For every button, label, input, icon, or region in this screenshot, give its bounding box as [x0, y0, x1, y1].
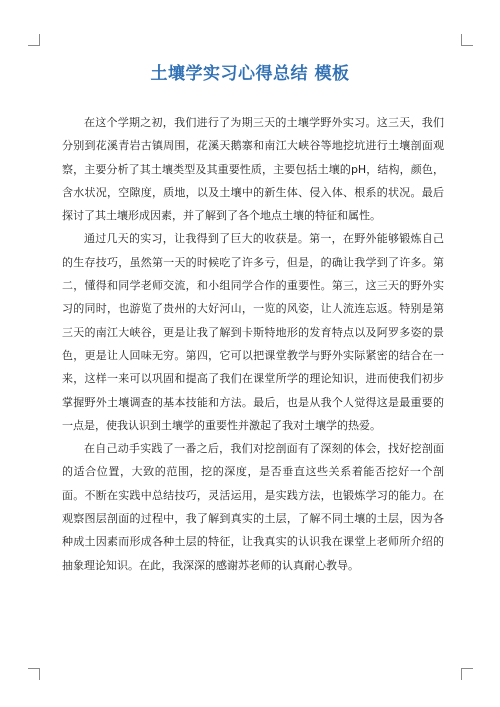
crop-mark-top-left [28, 34, 40, 46]
crop-mark-bottom-right [461, 668, 473, 680]
paragraph: 在自己动手实践了一番之后，我们对挖剖面有了深刻的体会，找好挖剖面的适合位置，大致的范围，挖的深度，是否垂直这些关系着能否挖好一个剖面。不断在实践中总结技巧，灵活运用，是实践方法，也锻炼学习的能力。在观察图层剖面的过程中，我了解到真实的土层，了解不同土壤的土层，因为各种成土因素而形成各种土层的特征，让我真实的认识我在课堂上老师所介绍的抽象理论知识。在此，我深深的感谢苏老师的认真耐心教导。 [62, 442, 444, 572]
paragraph: 通过几天的实习，让我得到了巨大的收获是。第一，在野外能够锻炼自己的生存技巧，虽然第一天的时候吃了许多亏，但是，的确让我学到了许多。第二，懂得和同学老师交流，和小组同学合作的重要性。第三，这三天的野外实习的同时，也游览了贵州的大好河山，一览的风姿，让人流连忘返。特别是第三天的南江大峡谷，更是让我了解到卡斯特地形的发育特点以及阿罗多姿的景色，更是让人回味无穷。第四，它可以把课堂教学与野外实际紧密的结合在一来，这样一来可以巩固和提高了我们在课堂所学的理论知识，进而使我们初步掌握野外土壤调查的基本技能和方法。最后，也是从我个人觉得这是最重要的一点是，使我认识到土壤学的重要性并激起了我对土壤学的热爱。 [62, 232, 444, 432]
document-body [62, 111, 444, 577]
crop-mark-bottom-left [28, 668, 40, 680]
document-title: 土壤学实习心得总结 模板 [150, 64, 350, 84]
paragraph: 在这个学期之初，我们进行了为期三天的土壤学野外实习。这三天，我们分别到花溪青岩古镇周围，花溪天鹅寨和南江大峡谷等地挖坑进行土壤剖面观察，主要分析了其土壤类型及其重要性质，主要包括土壤的pH，结构，颜色，含水状况，空隙度，质地，以及土壤中的新生体、侵入体、根系的状况。最后探讨了其土壤形成因素，并了解到了各个地点土壤的特征和属性。 [62, 116, 444, 223]
crop-mark-top-right [461, 34, 473, 46]
